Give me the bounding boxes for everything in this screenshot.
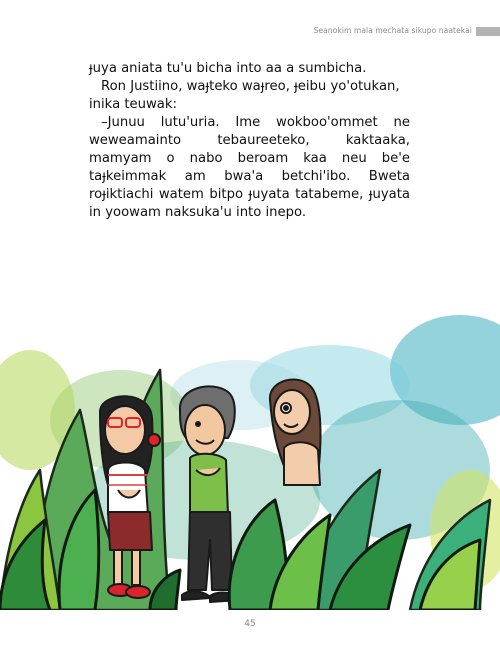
page-number: 45 — [244, 619, 256, 629]
paragraph-dialogue: –Junuu lutu'uria. Ime wokboo'ommet ne weweamainto tebaureeteko, kaktaaka, mamyam o nabo beroam kaa neu be'e taɟkeimmak am bwa'a betchi'ibo. Bweta roɟiktiachi watem bitpo ɟuyata tatabeme, ɟuyata in yoowam naksuka'u into inepo. — [89, 115, 410, 220]
running-header: Seanokim mala mechata sikupo naatekai — [313, 26, 472, 35]
text-line-continuation: ɟuya aniata tu'u bicha into aa a sumbicha. — [89, 61, 367, 76]
story-text — [89, 60, 410, 222]
header-bar — [476, 27, 500, 36]
forest-illustration — [0, 300, 500, 610]
paragraph-narration: Ron Justiino, waɟteko waɟreo, ɟeibu yo'otukan, inika teuwak: — [89, 79, 400, 112]
